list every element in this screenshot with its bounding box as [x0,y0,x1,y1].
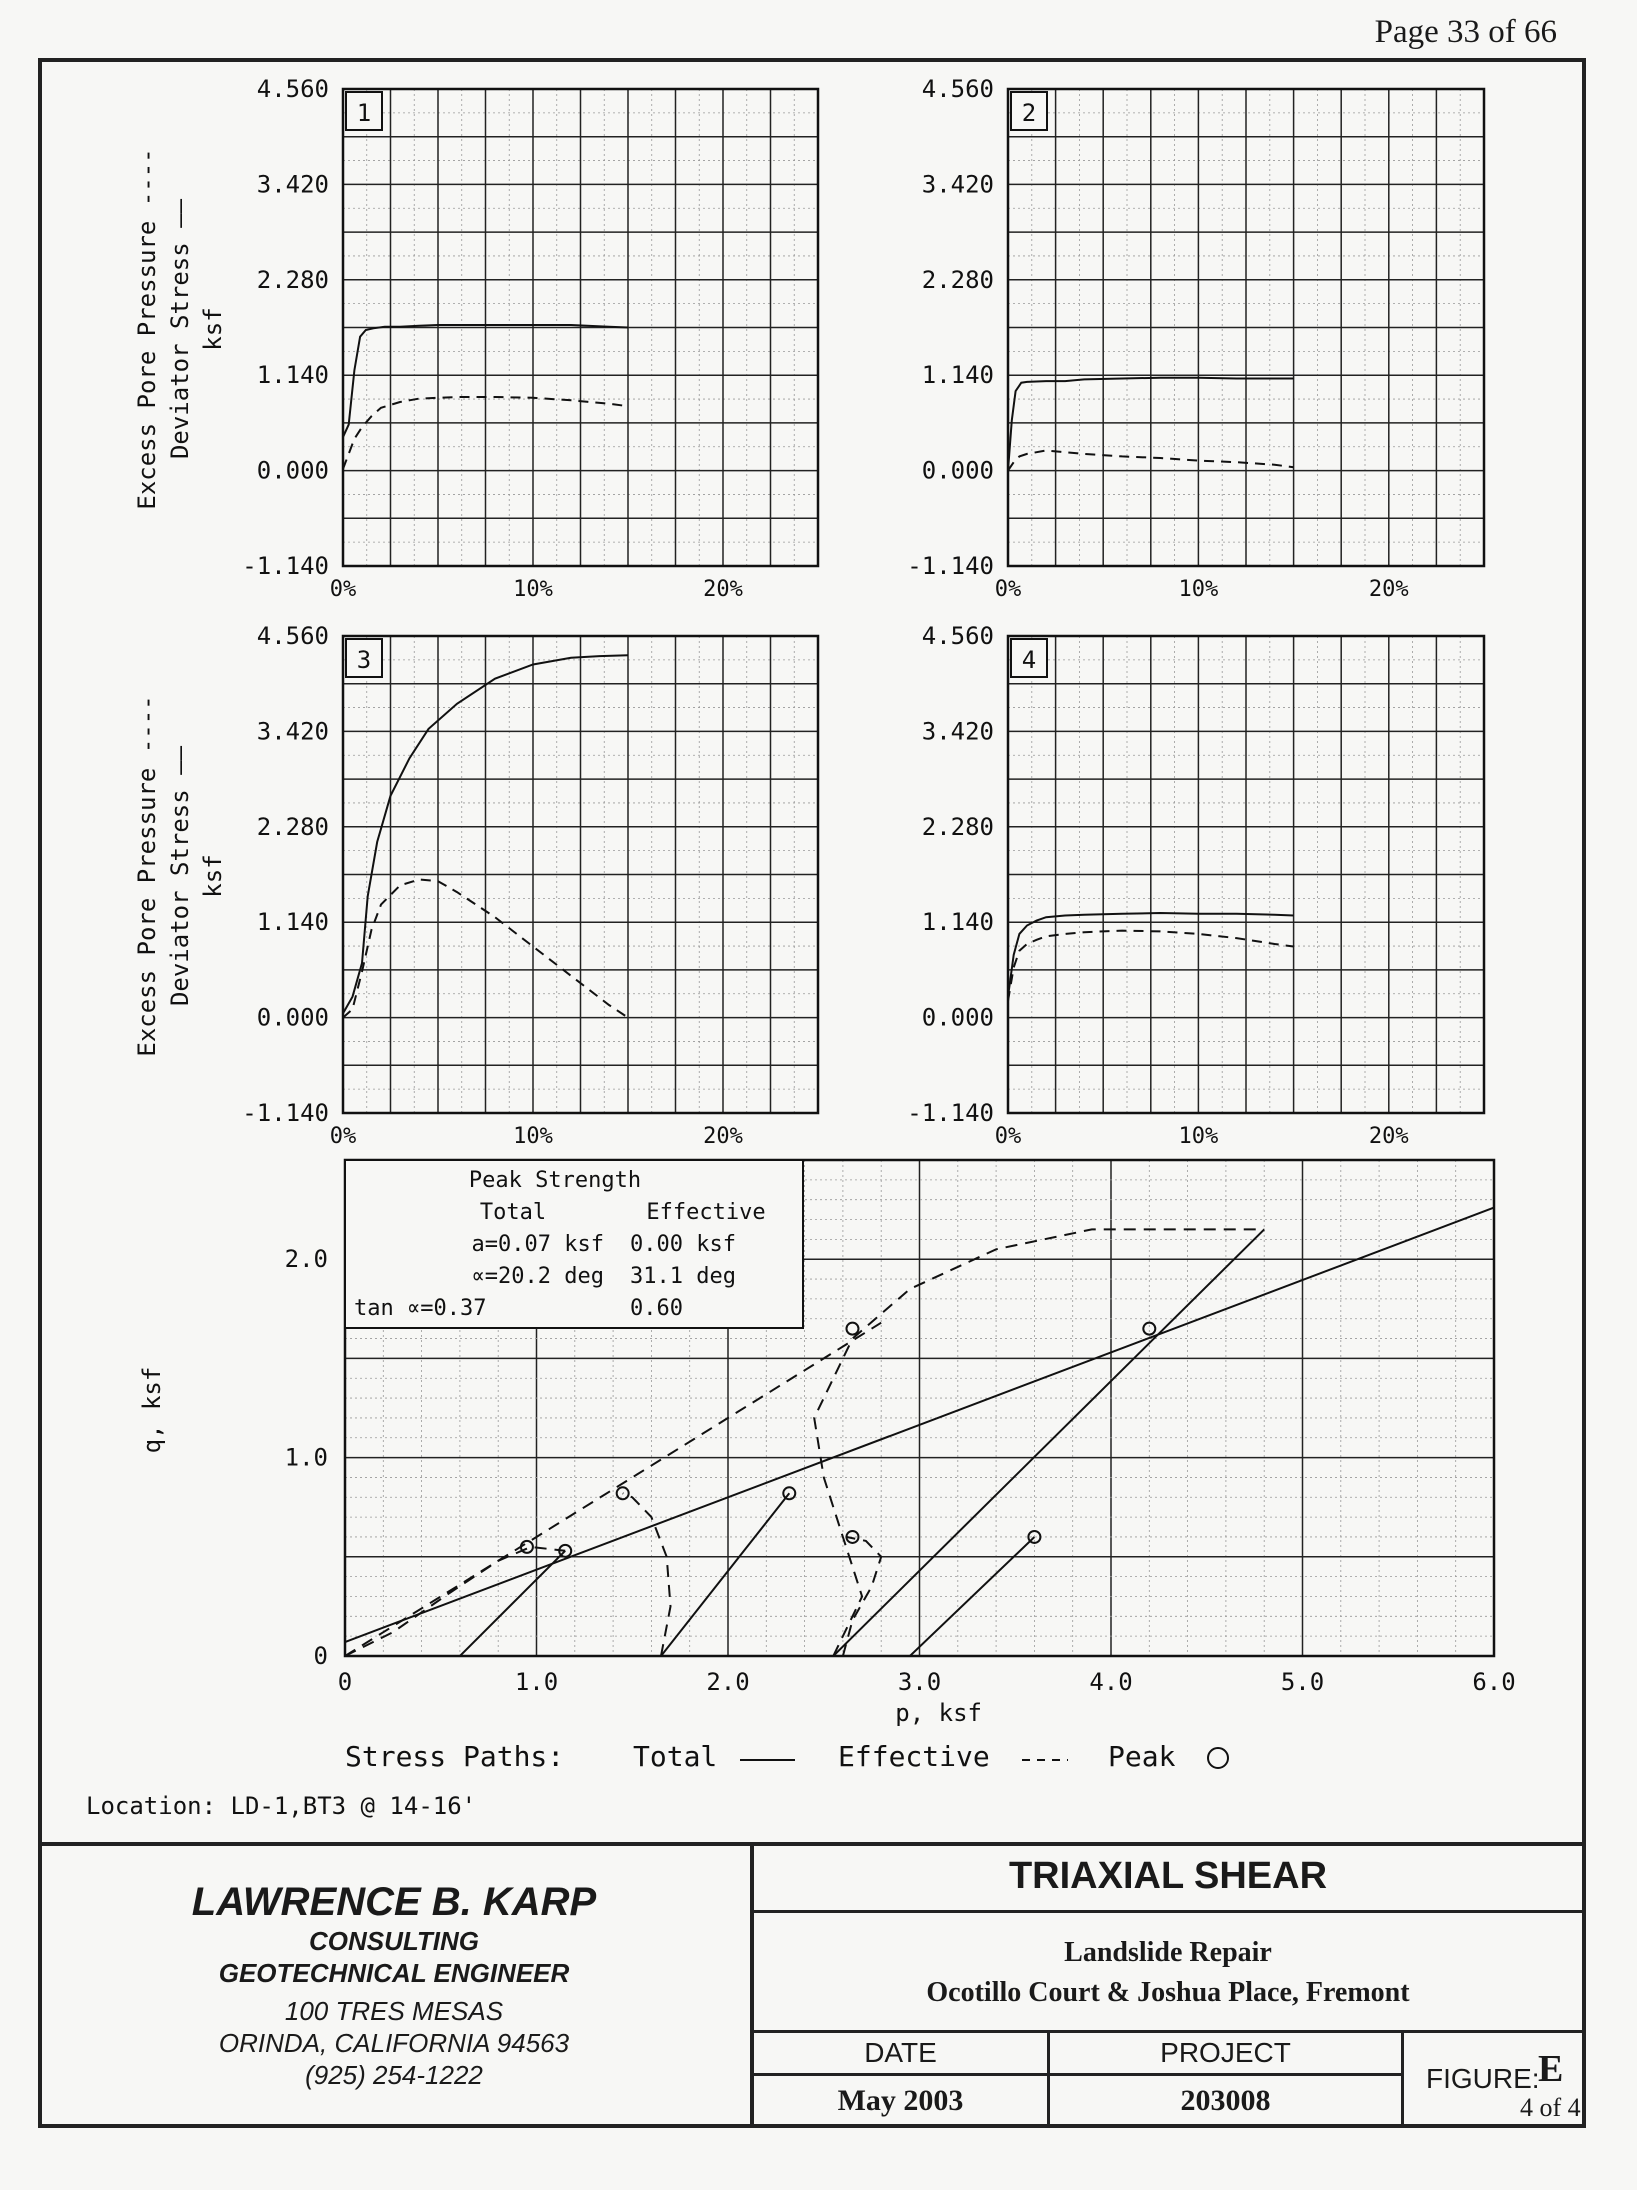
y-tick-label: 3.420 [256,170,329,199]
y-tick-label: -1.140 [907,1099,994,1127]
friction-angle-effective: 31.1 deg [630,1264,736,1289]
effective-stress-path [623,1493,671,1656]
title-block [38,1842,1586,2128]
x-tick-label: 0% [329,1124,357,1149]
x-tick-label: 20% [703,1124,743,1149]
peak-point [521,1541,533,1553]
engineer-block [38,1846,754,2128]
date-value: May 2003 [837,2084,964,2117]
peak-strength-title: Peak Strength [468,1168,642,1193]
figure-cell [1404,2033,1582,2128]
panel-number: 3 [356,646,372,674]
phone-number: (925) 254-1222 [305,2060,483,2090]
p-tick-label: 3.0 [897,1668,942,1696]
location-label: Location: LD-1,BT3 @ 14-16' [86,1792,477,1820]
total-stress-path [833,1229,1264,1656]
cohesion-total: a=0.07 ksf [471,1232,604,1257]
project-location: Ocotillo Court & Joshua Place, Fremont [926,1977,1410,2008]
p-tick-label: 1.0 [514,1668,559,1696]
col-total-header: Total [479,1200,547,1225]
y-tick-label: 2.280 [921,265,994,294]
total-stress-path [460,1551,565,1656]
x-tick-label: 20% [1368,1124,1409,1149]
y-tick-label: 1.140 [256,908,329,937]
x-tick-label: 10% [1178,1124,1219,1149]
legend-total-label: Total [633,1740,718,1773]
company-name: LAWRENCE B. KARP [191,1880,597,1924]
peak-point [617,1487,629,1499]
tan-friction-effective: 0.60 [630,1296,683,1321]
y-tick-label: 1.140 [921,361,994,390]
panel-number: 2 [1021,99,1037,127]
legend-label: Stress Paths: [345,1740,565,1773]
company-line-geotech: GEOTECHNICAL ENGINEER [218,1958,570,1988]
x-tick-label: 0% [329,577,357,602]
date-label: DATE [754,2033,1047,2076]
friction-angle-total: ∝=20.2 deg [471,1264,604,1289]
address-city: ORINDA, CALIFORNIA 94563 [218,2028,570,2058]
y-tick-label: 3.420 [256,717,329,746]
y-tick-label: 2.280 [256,265,329,294]
y-tick-label: 4.560 [921,622,994,650]
company-line-consulting: CONSULTING [309,1926,479,1956]
y-tick-label: -1.140 [242,552,329,580]
y-tick-label: 2.280 [921,812,994,841]
y-tick-label: -1.140 [242,1099,329,1127]
panel-number: 4 [1021,646,1037,674]
date-cell [754,2033,1050,2128]
y-tick-label: 4.560 [256,622,329,650]
y-tick-label: 4.560 [256,75,329,103]
project-label: PROJECT [1050,2033,1401,2076]
y-axis-title: ksf [199,307,227,351]
tan-friction-total: tan ∝=0.37 [354,1296,487,1321]
y-tick-label: 3.420 [921,170,994,199]
y-axis-title: ksf [199,854,227,898]
x-tick-label: 10% [1178,577,1219,602]
test-title: TRIAXIAL SHEAR [754,1846,1582,1913]
x-tick-label: 0% [994,1124,1022,1149]
y-axis-title: Excess Pore Pressure ---- [133,695,161,1057]
peak-point [1143,1323,1155,1335]
y-axis-title: Excess Pore Pressure ---- [133,148,161,510]
p-tick-label: 0 [337,1668,353,1696]
p-tick-label: 6.0 [1472,1668,1516,1696]
cohesion-effective: 0.00 ksf [630,1232,736,1257]
y-tick-label: 1.140 [921,908,994,937]
p-tick-label: 2.0 [706,1668,750,1696]
effective-stress-path [814,1229,1264,1656]
y-tick-label: 2.280 [256,812,329,841]
x-tick-label: 20% [703,577,743,602]
x-tick-label: 0% [994,577,1022,602]
x-tick-label: 20% [1368,577,1409,602]
project-description [754,1913,1582,2033]
total-stress-path [661,1493,789,1656]
y-tick-label: 0.000 [921,456,994,485]
col-effective-header: Effective [646,1200,766,1225]
peak-point [846,1323,858,1335]
x-tick-label: 10% [513,577,553,602]
legend-effective-label: Effective [838,1740,990,1773]
address-street: 100 TRES MESAS [284,1996,504,2026]
project-cell [1050,2033,1404,2128]
y-tick-label: 3.420 [921,717,994,746]
y-tick-label: 0.000 [256,1003,329,1032]
q-tick-label: 1.0 [284,1443,328,1472]
page-number: Page 33 of 66 [1374,14,1557,50]
p-tick-label: 5.0 [1280,1668,1325,1696]
p-tick-label: 4.0 [1089,1668,1133,1696]
figure-letter: E [1538,2048,1564,2090]
x-tick-label: 10% [513,1124,553,1149]
y-tick-label: 0.000 [921,1003,994,1032]
project-number: 203008 [1180,2084,1271,2117]
y-tick-label: 0.000 [256,456,329,485]
y-axis-title: Deviator Stress —— [166,198,194,460]
q-tick-label: 0 [313,1642,328,1670]
legend-peak-label: Peak [1108,1740,1176,1773]
legend-peak-symbol [1208,1748,1228,1768]
figure-label: FIGURE: [1426,2063,1540,2094]
p-axis-title: p, ksf [895,1699,983,1727]
q-tick-label: 2.0 [284,1245,328,1274]
project-name: Landslide Repair [1064,1937,1272,1968]
y-tick-label: 1.140 [256,361,329,390]
y-tick-label: 4.560 [921,75,994,103]
y-tick-label: -1.140 [907,552,994,580]
q-axis-title: q, ksf [138,1366,166,1454]
panel-number: 1 [356,99,372,127]
figure-count: 4 of 4 [1520,2093,1581,2122]
y-axis-title: Deviator Stress —— [166,745,194,1007]
